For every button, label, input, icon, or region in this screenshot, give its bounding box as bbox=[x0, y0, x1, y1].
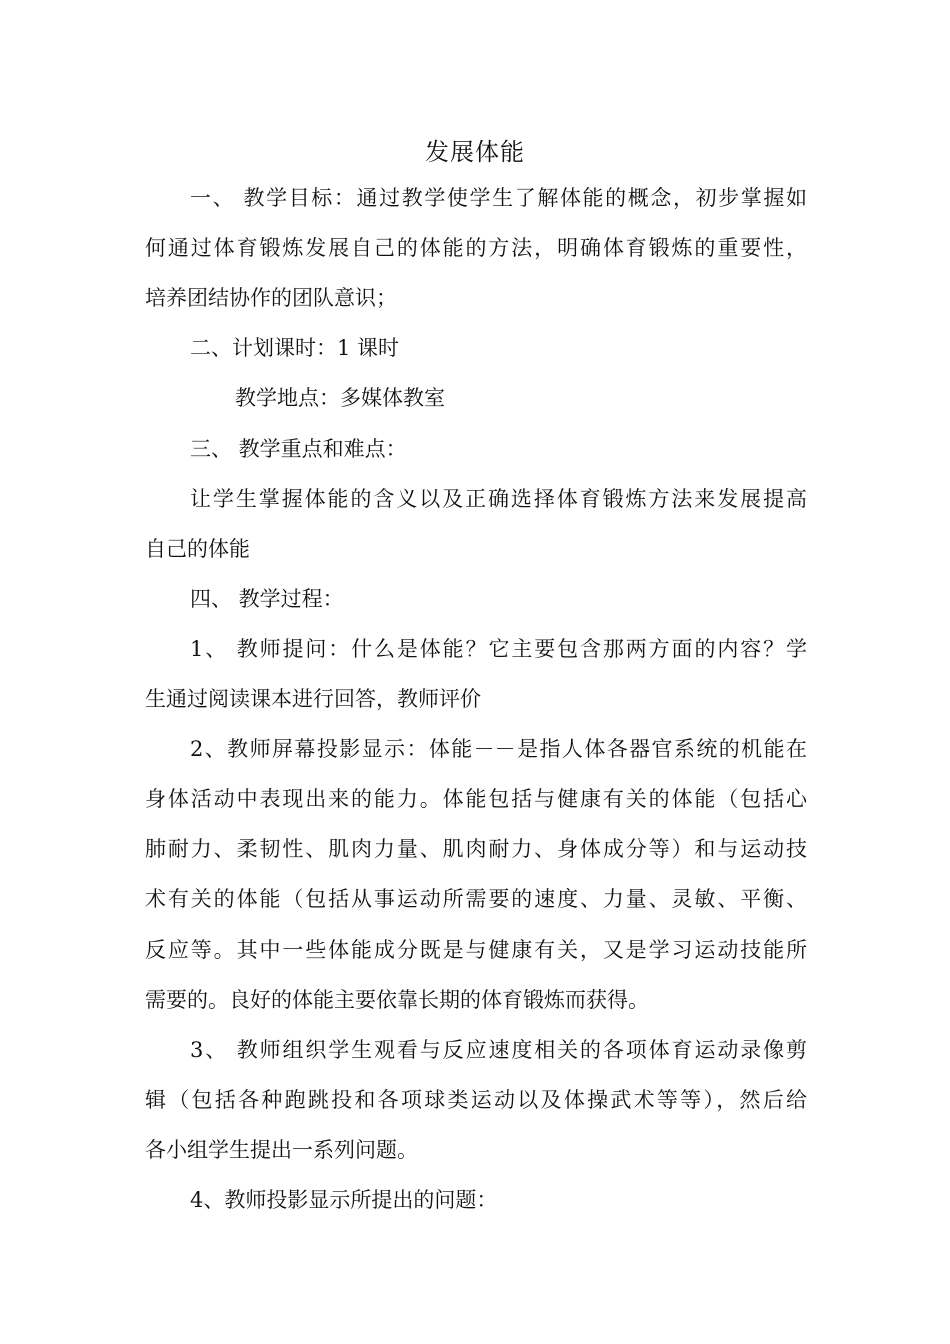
step-2-line-1: 2、教师屏幕投影显示：体能－－是指人体各器官系统的机能在 bbox=[190, 737, 807, 761]
key-points-heading: 三、 教学重点和难点： bbox=[190, 437, 407, 461]
step-3-line-3: 各小组学生提出一系列问题。 bbox=[145, 1138, 418, 1162]
step-1-line-2: 生通过阅读课本进行回答，教师评价 bbox=[145, 687, 481, 711]
process-heading: 四、 教学过程： bbox=[190, 587, 344, 611]
objective-line-1: 一、 教学目标：通过教学使学生了解体能的概念，初步掌握如 bbox=[190, 186, 807, 210]
objective-line-2: 何通过体育锻炼发展自己的体能的方法，明确体育锻炼的重要性， bbox=[145, 236, 807, 260]
step-2-line-4: 术有关的体能（包括从事运动所需要的速度、力量、灵敏、平衡、 bbox=[145, 887, 807, 911]
planned-hours-line: 二、计划课时：1 课时 bbox=[190, 336, 400, 360]
step-3-line-2: 辑（包括各种跑跳投和各项球类运动以及体操武术等等），然后给 bbox=[145, 1088, 807, 1112]
key-points-line-1: 让学生掌握体能的含义以及正确选择体育锻炼方法来发展提高 bbox=[190, 487, 807, 511]
step-2-line-2: 身体活动中表现出来的能力。体能包括与健康有关的体能（包括心 bbox=[145, 787, 807, 811]
step-3-line-1: 3、 教师组织学生观看与反应速度相关的各项体育运动录像剪 bbox=[190, 1038, 807, 1062]
document-title: 发展体能 bbox=[425, 138, 525, 166]
step-2-line-3: 肺耐力、柔韧性、肌肉力量、肌肉耐力、身体成分等）和与运动技 bbox=[145, 837, 807, 861]
key-points-line-2: 自己的体能 bbox=[145, 537, 250, 561]
step-2-line-6: 需要的。良好的体能主要依靠长期的体育锻炼而获得。 bbox=[145, 988, 649, 1012]
step-4-line-1: 4、教师投影显示所提出的问题： bbox=[190, 1188, 498, 1212]
teaching-location-line: 教学地点：多媒体教室 bbox=[235, 386, 445, 410]
step-1-line-1: 1、 教师提问：什么是体能？它主要包含那两方面的内容？学 bbox=[190, 637, 807, 661]
objective-line-3: 培养团结协作的团队意识； bbox=[145, 286, 397, 310]
step-2-line-5: 反应等。其中一些体能成分既是与健康有关，又是学习运动技能所 bbox=[145, 938, 807, 962]
